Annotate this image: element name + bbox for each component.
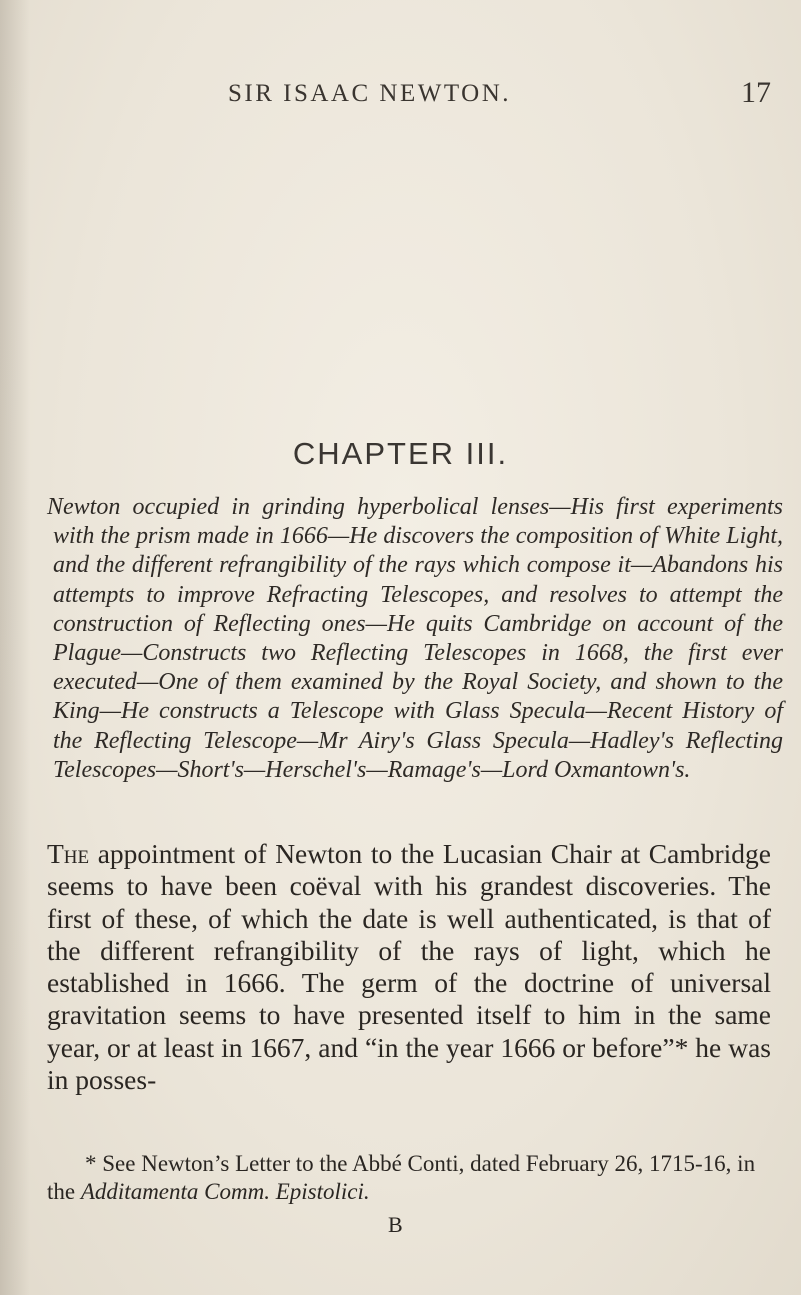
signature-mark: B bbox=[388, 1212, 403, 1237]
chapter-title: CHAPTER III. bbox=[292, 436, 509, 471]
body-paragraph-text: appointment of Newton to the Lucasian Chair at Cambridge seems to have been coëval with his grandest discoveries. The first of these, of which the date is well authenticated, is that of the different refrangibility of the rays of light, which he established in 1666. The germ of the doctrine of universal gravitation seems to have presented itself to him in the same year, or at least in 1667, and “in the year 1666 or before”* he was in posses- bbox=[47, 838, 771, 1096]
footnote bbox=[47, 1150, 771, 1206]
running-head: SIR ISAAC NEWTON. bbox=[228, 80, 512, 107]
page-number: 17 bbox=[741, 76, 771, 109]
spine-shadow bbox=[0, 0, 30, 1295]
opening-word: The bbox=[47, 838, 90, 869]
chapter-summary: Newton occupied in grinding hyperbolical lenses—His first experiments with the prism made in 1666—He discovers the composition of White Light, and the different refrangibility of the rays which compose it—Abandons his attempts to improve Refracting Telescopes, and resolves to attempt the construction of Reflecting ones—He quits Cambridge on account of the Plague—Constructs two Reflecting Telescopes in 1668, the first ever executed—One of them examined by the Royal Society, and shown to the King—He constructs a Telescope with Glass Specula—Recent History of the Reflecting Telescope—Mr Airy's Glass Specula—Hadley's Reflecting Telescopes—Short's—Herschel's—Ramage's—Lord Oxmantown's. bbox=[47, 494, 783, 783]
footnote-lead: * See Newton’s Letter to the Abbé Conti, dated February 26, 1715-16, in the bbox=[47, 1151, 756, 1204]
footnote-italic-title: Additamenta Comm. Epistolici. bbox=[80, 1179, 370, 1204]
body-paragraph bbox=[47, 838, 771, 1096]
